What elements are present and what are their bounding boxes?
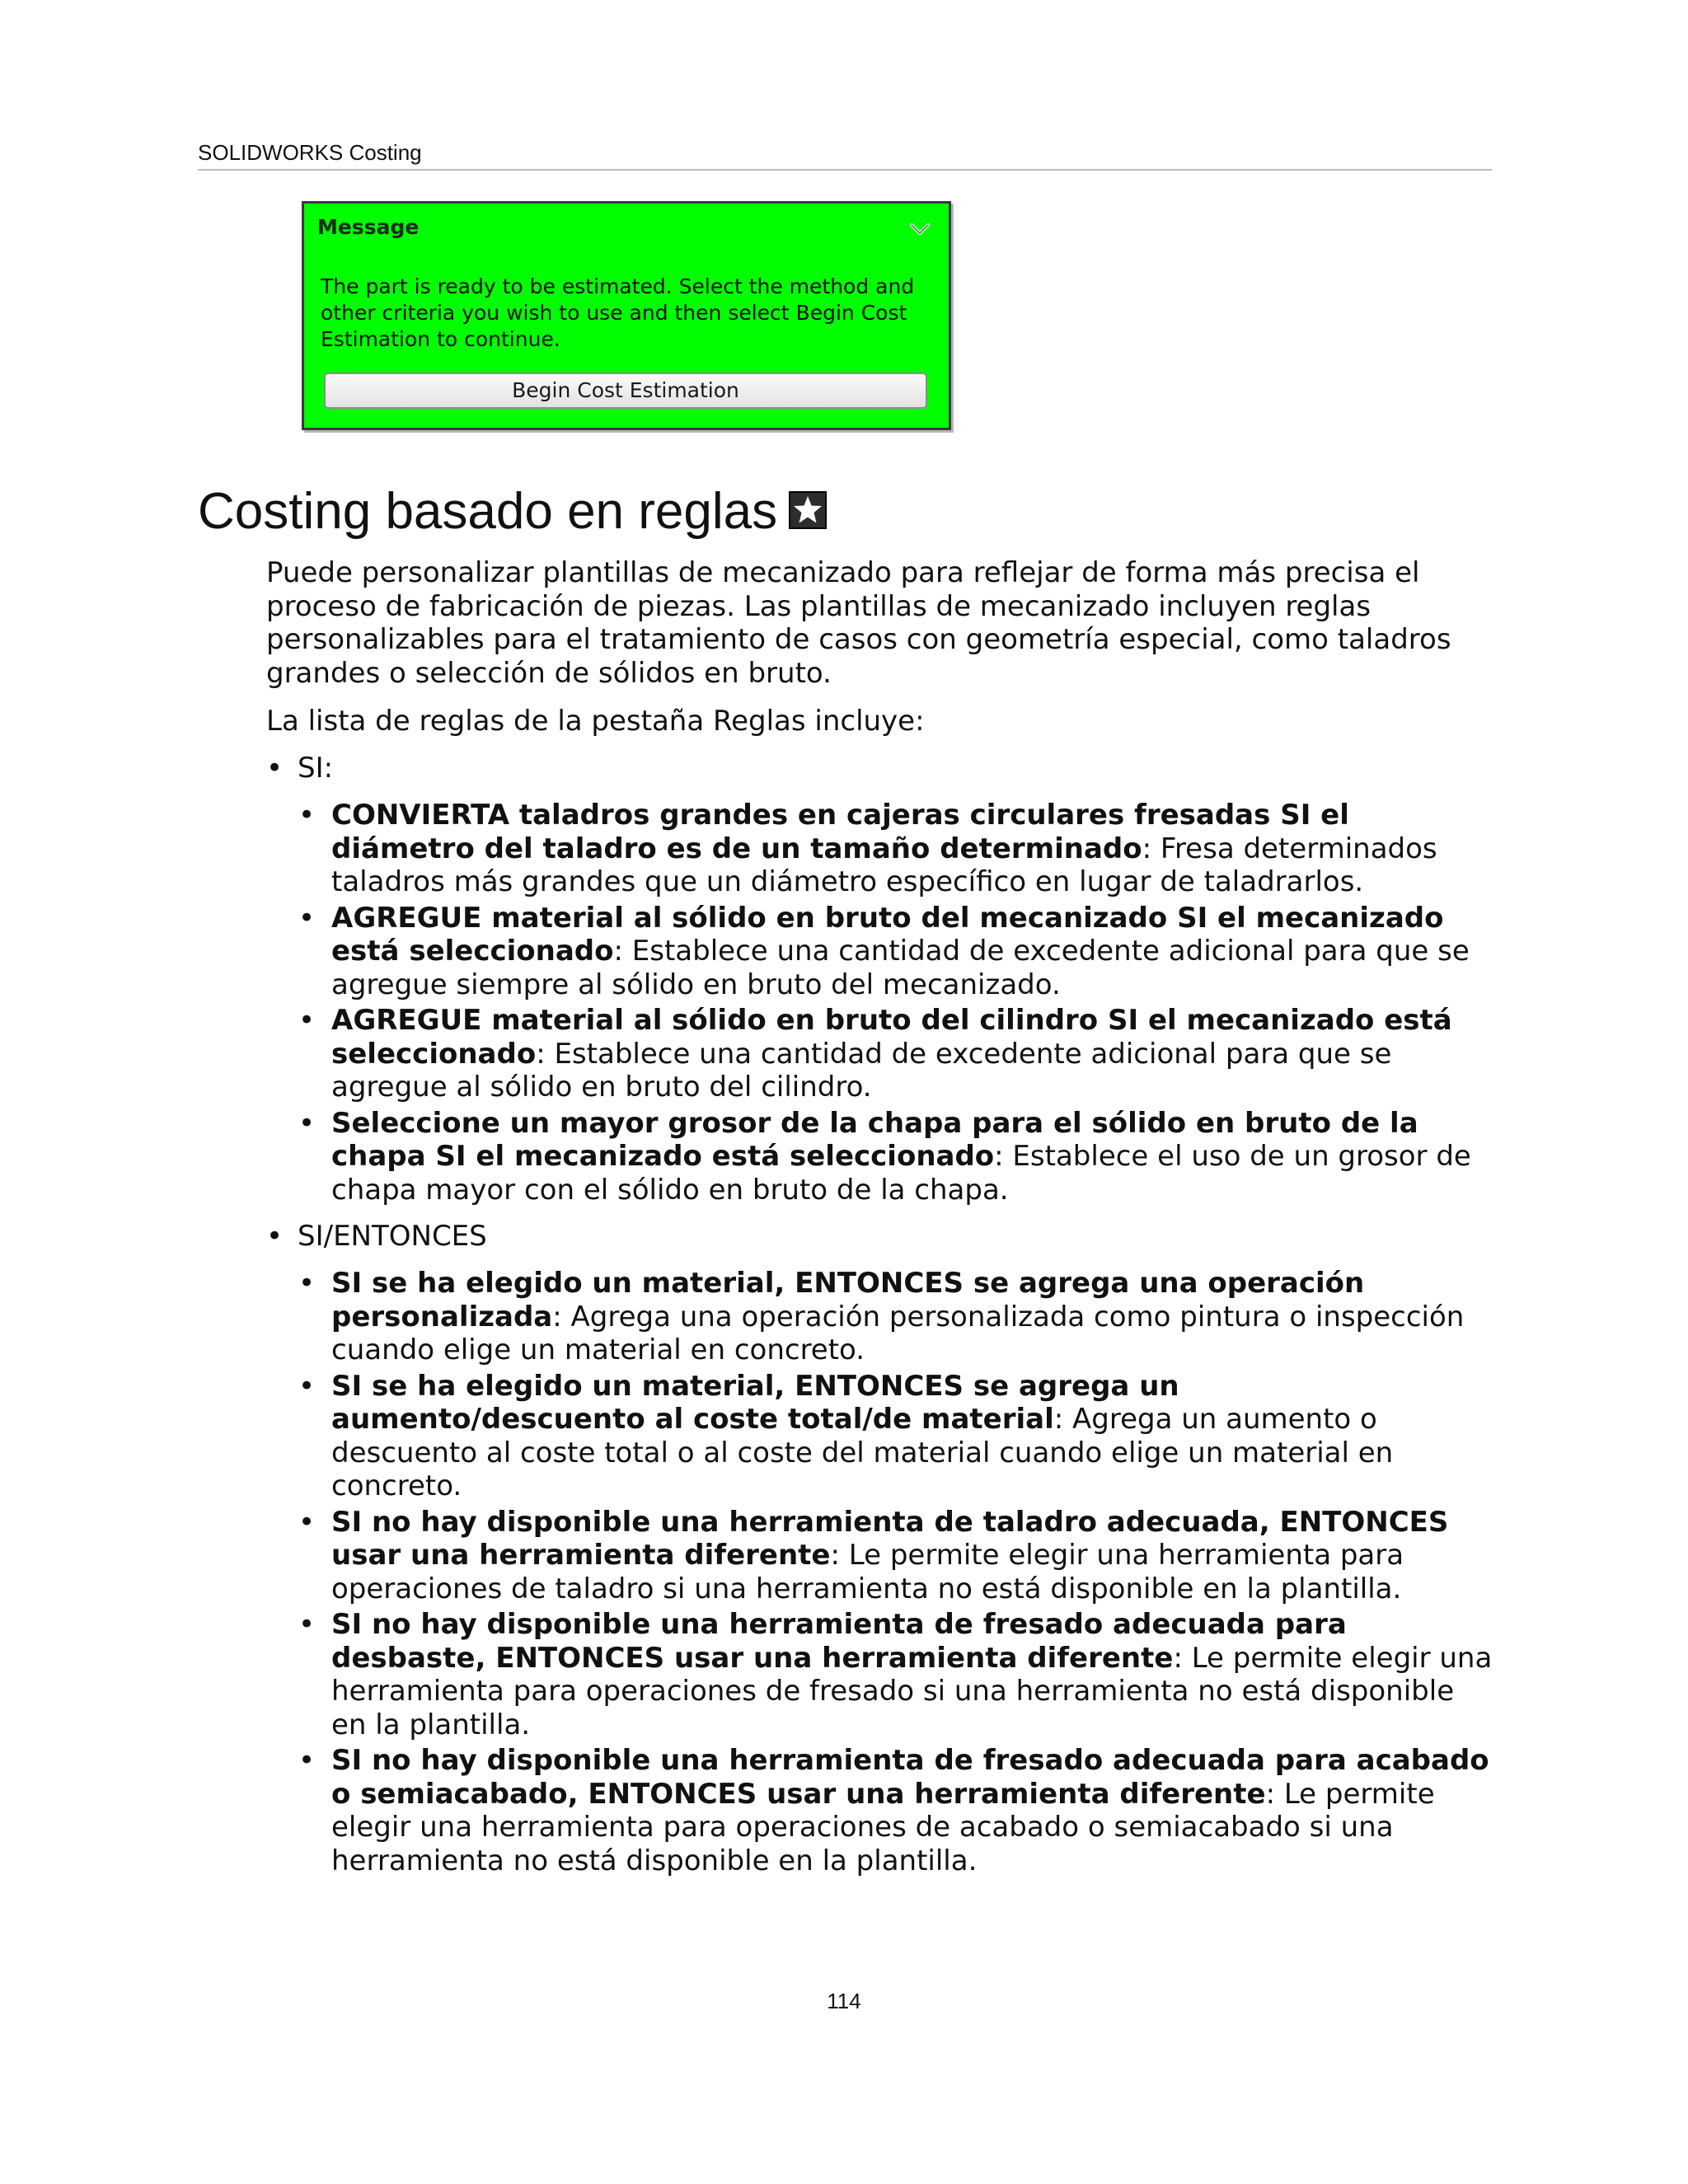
list-item bbox=[298, 799, 1498, 899]
header-divider bbox=[198, 169, 1492, 171]
section-heading bbox=[198, 482, 827, 541]
rule-name: AGREGUE material al sólido en bruto del mecanizado SI el mecanizado está seleccionado bbox=[331, 901, 1444, 968]
bullet: • bbox=[298, 1267, 316, 1300]
rule-description: : Le permite elegir una herramienta para operaciones de acabado o semiacabado si una herramienta no está disponible en la plantilla. bbox=[331, 1777, 1435, 1877]
si-heading-text: SI: bbox=[298, 752, 334, 785]
list-item bbox=[298, 1107, 1498, 1207]
rules-list-intro: La lista de reglas de la pestaña Reglas incluye: bbox=[266, 705, 925, 738]
page-number: 114 bbox=[827, 1989, 861, 2013]
list-item bbox=[298, 1506, 1498, 1606]
rule-name: CONVIERTA taladros grandes en cajeras circulares fresadas SI el diámetro del taladro es de un tamaño determinado bbox=[331, 799, 1349, 865]
list-item bbox=[298, 1370, 1498, 1503]
bullet: • bbox=[298, 1106, 316, 1140]
rule-description: : Agrega una operación personalizada como pintura o inspección cuando elige un material en concreto. bbox=[331, 1300, 1465, 1366]
begin-cost-estimation-button[interactable]: Begin Cost Estimation bbox=[324, 373, 927, 409]
si-entonces-rules-list bbox=[298, 1267, 1498, 1880]
chevron-down-icon[interactable] bbox=[907, 217, 932, 241]
rule-description: : Le permite elegir una herramienta para operaciones de taladro si una herramienta no está disponible en la plantilla. bbox=[331, 1539, 1404, 1605]
rule-name: SI no hay disponible una herramienta de fresado adecuada para desbaste, ENTONCES usar una herramienta diferente bbox=[331, 1608, 1347, 1675]
rule-name: SI se ha elegido un material, ENTONCES se agrega un aumento/descuento al coste total/de material bbox=[331, 1369, 1179, 1436]
running-header: SOLIDWORKS Costing bbox=[198, 140, 422, 165]
bullet: • bbox=[298, 1505, 316, 1539]
rule-description: : Le permite elegir una herramienta para operaciones de fresado si una herramienta no está disponible en la plantilla. bbox=[331, 1641, 1493, 1741]
section-title-text: Costing basado en reglas bbox=[198, 483, 778, 540]
message-panel-title: Message bbox=[317, 215, 420, 239]
bullet: • bbox=[298, 1004, 316, 1037]
rule-description: : Establece una cantidad de excedente adicional para que se agregue al sólido en bruto del cilindro. bbox=[331, 1037, 1392, 1104]
list-item bbox=[298, 902, 1498, 1002]
bullet: • bbox=[298, 1369, 316, 1403]
rule-description: : Fresa determinados taladros más grandes que un diámetro específico en lugar de taladrarlos. bbox=[331, 832, 1437, 898]
bullet: • bbox=[298, 1608, 316, 1641]
intro-paragraph: Puede personalizar plantillas de mecanizado para reflejar de forma más precisa el proceso de fabricación de piezas. Las plantillas de mecanizado incluyen reglas personalizables para el tratamiento de casos con geometría especial, como taladros grandes o selección de sólidos en bruto. bbox=[266, 556, 1451, 690]
bullet: • bbox=[298, 901, 316, 935]
star-icon bbox=[789, 491, 827, 529]
rule-description: : Establece una cantidad de excedente adicional para que se agregue siempre al sólido en bruto del mecanizado. bbox=[331, 935, 1470, 1001]
bullet: • bbox=[298, 799, 316, 832]
si-entonces-heading-text: SI/ENTONCES bbox=[298, 1220, 487, 1253]
message-panel bbox=[302, 201, 951, 430]
list-item bbox=[298, 1267, 1498, 1367]
list-item bbox=[298, 1004, 1498, 1104]
bullet: • bbox=[266, 752, 284, 785]
rule-name: Seleccione un mayor grosor de la chapa para el sólido en bruto de la chapa SI el mecanizado está seleccionado bbox=[331, 1106, 1418, 1173]
list-item bbox=[298, 1744, 1498, 1877]
bullet: • bbox=[266, 1220, 284, 1253]
rule-description: : Establece el uso de un grosor de chapa mayor con el sólido en bruto de la chapa. bbox=[331, 1140, 1471, 1207]
rule-description: : Agrega un aumento o descuento al coste total o al coste del material cuando elige un material en concreto. bbox=[331, 1403, 1394, 1502]
message-panel-text: The part is ready to be estimated. Select the method and other criteria you wish to use and then select Begin Cost Estimation to continue. bbox=[321, 274, 915, 351]
rule-name: SI se ha elegido un material, ENTONCES se agrega una operación personalizada bbox=[331, 1267, 1365, 1333]
rule-name: SI no hay disponible una herramienta de taladro adecuada, ENTONCES usar una herramienta diferente bbox=[331, 1505, 1449, 1572]
list-item bbox=[298, 1608, 1498, 1741]
rule-name: AGREGUE material al sólido en bruto del cilindro SI el mecanizado está seleccionado bbox=[331, 1004, 1452, 1071]
rule-name: SI no hay disponible una herramienta de fresado adecuada para acabado o semiacabado, ENTONCES usar una herramienta diferente bbox=[331, 1744, 1489, 1811]
si-rules-list bbox=[298, 799, 1498, 1209]
bullet: • bbox=[298, 1744, 316, 1777]
